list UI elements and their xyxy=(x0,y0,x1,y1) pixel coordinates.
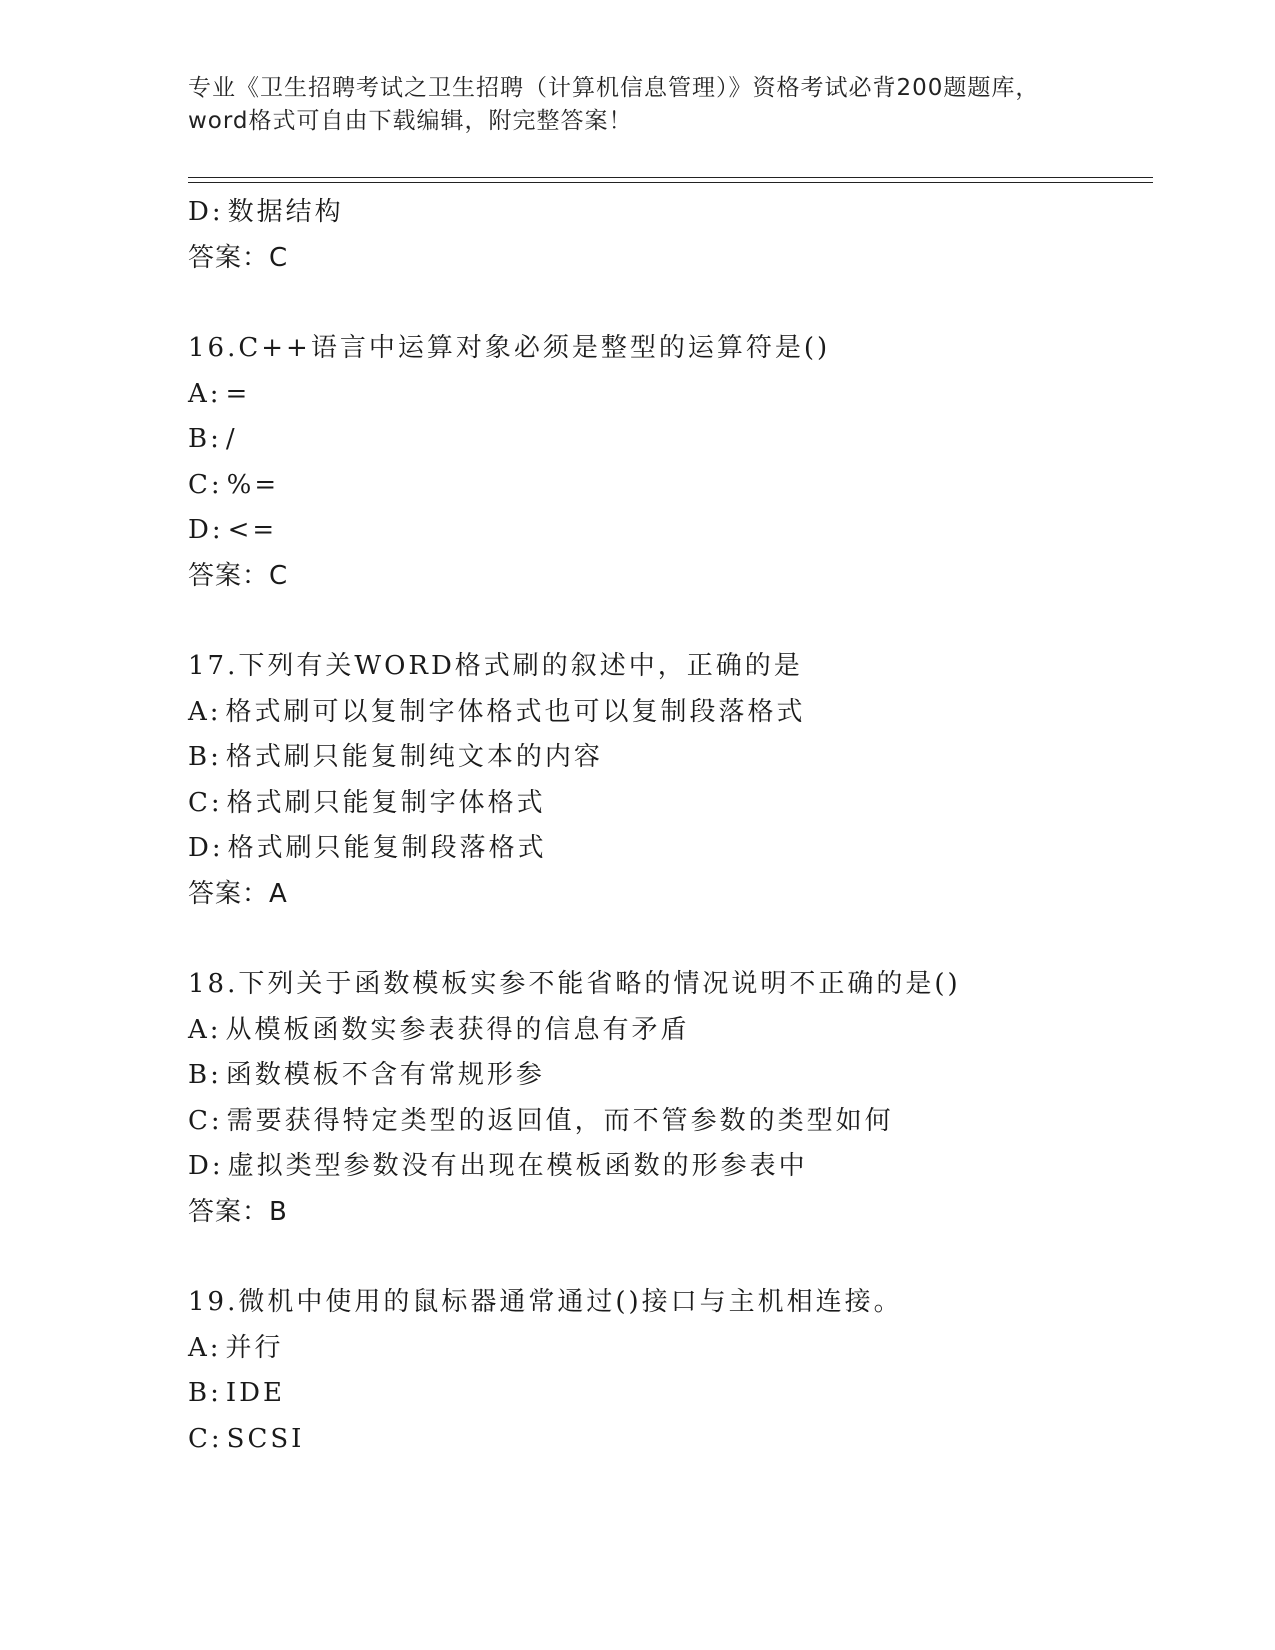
option-row xyxy=(188,372,1148,418)
question-block xyxy=(188,1280,1148,1462)
option-label: C: xyxy=(188,1105,223,1136)
option-label: B: xyxy=(188,742,222,772)
option-label: D: xyxy=(188,1151,224,1181)
option-row xyxy=(188,1008,1148,1054)
question-list xyxy=(188,190,1148,1462)
option-label: C: xyxy=(188,787,223,818)
block-spacer xyxy=(188,599,1148,644)
option-text: = xyxy=(225,378,251,409)
block-spacer xyxy=(188,281,1148,326)
header-title-line-1: 专业《卫生招聘考试之卫生招聘（计算机信息管理）》资格考试必背200题题库， xyxy=(188,75,1040,101)
option-row xyxy=(188,1417,1148,1463)
option-text: 需要获得特定类型的返回值，而不管参数的类型如何 xyxy=(226,1105,894,1136)
option-label: C: xyxy=(188,1423,223,1454)
option-row xyxy=(188,1053,1148,1099)
option-text: 格式刷只能复制段落格式 xyxy=(227,833,547,863)
option-text: 从模板函数实参表获得的信息有矛盾 xyxy=(225,1014,690,1045)
option-text: <= xyxy=(227,515,278,545)
block-spacer xyxy=(188,917,1148,962)
option-text: 函数模板不含有常规形参 xyxy=(225,1060,545,1090)
option-row xyxy=(188,735,1148,781)
option-label: C: xyxy=(188,469,223,500)
option-row xyxy=(188,1144,1148,1190)
option-label: D: xyxy=(188,197,224,227)
option-text: 格式刷可以复制字体格式也可以复制段落格式 xyxy=(225,696,806,727)
header-divider-top xyxy=(188,177,1153,178)
option-label: D: xyxy=(188,833,224,863)
option-row xyxy=(188,508,1148,554)
option-row xyxy=(188,690,1148,736)
question-text: 17.下列有关WORD格式刷的叙述中，正确的是 xyxy=(188,651,803,681)
option-row xyxy=(188,1326,1148,1372)
option-label: A: xyxy=(188,696,222,727)
option-text: SCSI xyxy=(226,1423,305,1454)
option-label: B: xyxy=(188,1060,222,1090)
question-text: 16.C++语言中运算对象必须是整型的运算符是() xyxy=(188,333,831,363)
option-text: 格式刷只能复制字体格式 xyxy=(226,787,546,818)
header-divider-bottom xyxy=(188,182,1153,183)
block-spacer xyxy=(188,1235,1148,1280)
option-row xyxy=(188,417,1148,463)
option-text: 数据结构 xyxy=(227,197,344,227)
question-block xyxy=(188,644,1148,917)
option-row xyxy=(188,781,1148,827)
option-label: A: xyxy=(188,378,222,409)
option-text: IDE xyxy=(225,1378,285,1408)
option-label: D: xyxy=(188,515,224,545)
answer-text: 答案：C xyxy=(188,560,289,591)
document-header xyxy=(188,72,1088,138)
answer-text: 答案：B xyxy=(188,1196,288,1227)
answer-text: 答案：A xyxy=(188,878,288,909)
option-text: / xyxy=(225,424,238,454)
option-label: B: xyxy=(188,1378,222,1408)
option-label: B: xyxy=(188,424,222,454)
answer-text: 答案：C xyxy=(188,242,289,273)
question-text: 19.微机中使用的鼠标器通常通过()接口与主机相连接。 xyxy=(188,1287,903,1317)
question-block xyxy=(188,326,1148,599)
header-title-line-2: word格式可自由下载编辑，附完整答案！ xyxy=(188,108,633,134)
question-block xyxy=(188,190,1148,281)
option-text: 并行 xyxy=(225,1332,284,1363)
option-row xyxy=(188,190,1148,236)
option-row xyxy=(188,826,1148,872)
question-text: 18.下列关于函数模板实参不能省略的情况说明不正确的是() xyxy=(188,969,961,999)
option-row xyxy=(188,1099,1148,1145)
option-text: 虚拟类型参数没有出现在模板函数的形参表中 xyxy=(227,1151,808,1181)
option-label: A: xyxy=(188,1014,222,1045)
question-block xyxy=(188,962,1148,1235)
option-row xyxy=(188,1371,1148,1417)
option-text: %= xyxy=(226,469,280,500)
option-text: 格式刷只能复制纯文本的内容 xyxy=(225,742,603,772)
option-row xyxy=(188,463,1148,509)
option-label: A: xyxy=(188,1332,222,1363)
